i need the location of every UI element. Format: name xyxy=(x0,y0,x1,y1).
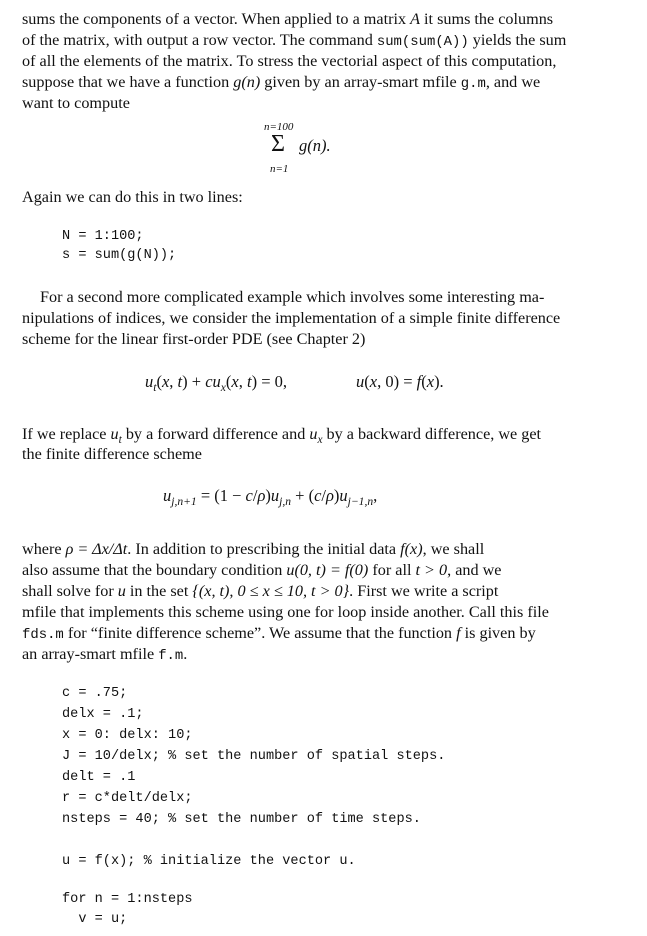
para4-line1: If we replace $u_t$ by a forward difference and $u_x$ by a backward difference, we get xyxy=(22,425,542,446)
sigma-symbol: Σ xyxy=(271,131,285,157)
code2-line9: for n = 1:nsteps xyxy=(62,892,193,907)
para3-line3: scheme for the linear first-order PDE (see Chapter 2) xyxy=(22,330,366,348)
para3-line1: For a second more complicated example which involves some interesting ma- xyxy=(40,288,545,306)
code2-line3: x = 0: delx: 10; xyxy=(62,728,193,743)
code2-line6: r = c*delt/delx; xyxy=(62,791,193,806)
code2-line4: J = 10/delx; % set the number of spatial steps. xyxy=(62,749,446,764)
para5-line6: an array-smart mfile f.m. xyxy=(22,645,188,664)
para1-line2: of the matrix, with output a row vector. The command sum(sum(A)) yields the sum xyxy=(22,31,567,50)
para1-line3: of all the elements of the matrix. To stress the vectorial aspect of this computation, xyxy=(22,52,557,70)
sum-upper-limit: n=100 xyxy=(264,121,294,133)
para5-line5: fds.m for “finite difference scheme”. We assume that the function f is given by xyxy=(22,624,536,643)
code2-line8: u = f(x); % initialize the vector u. xyxy=(62,854,356,869)
inline-code-fm: f.m xyxy=(158,648,184,664)
para1-line1: sums the components of a vector. When applied to a matrix A it sums the columns xyxy=(22,10,554,28)
para5-line1: where ρ = Δx/Δt. In addition to prescribing the initial data f(x), we shall xyxy=(22,540,485,558)
para4-line2: the finite difference scheme xyxy=(22,445,202,463)
para1-line4: suppose that we have a function g(n) given by an array-smart mfile g.m, and we xyxy=(22,73,541,92)
sum-lower-limit: n=1 xyxy=(270,163,289,175)
inline-code-fds: fds.m xyxy=(22,627,64,643)
para2-text: Again we can do this in two lines: xyxy=(22,188,243,206)
finite-difference-scheme: $u_{j,n+1} = (1 - c/\rho)u_{j,n} + (c/\rho)u_{j-1,n}$, xyxy=(163,486,378,509)
para3-line2: nipulations of indices, we consider the implementation of a simple finite difference xyxy=(22,309,561,327)
pde-equation: $u_t(x$, $t) + cu_x(x$, t) = 0, xyxy=(145,372,288,395)
inline-code-sum: sum(sum(A)) xyxy=(376,34,469,50)
code2-line1: c = .75; xyxy=(62,686,128,701)
initial-condition: u(x, 0) = f(x). xyxy=(356,372,444,391)
code2-line5: delt = .1 xyxy=(62,770,136,785)
code1-line2: s = sum(g(N)); xyxy=(62,248,177,263)
inline-code-gm: g.m xyxy=(460,76,486,92)
para1-line5: want to compute xyxy=(22,94,130,112)
para5-line3: shall solve for u in the set {(x, t), 0 ≤ x ≤ 10, t > 0}. First we write a script xyxy=(22,582,499,600)
para5-line4: mfile that implements this scheme using one for loop inside another. Call this file xyxy=(22,603,549,621)
code2-line7: nsteps = 40; % set the number of time steps. xyxy=(62,812,421,827)
para5-line2: also assume that the boundary condition u(0, t) = f(0) for all t > 0, and we xyxy=(22,561,502,579)
code2-line2: delx = .1; xyxy=(62,707,144,722)
sum-expression: g(n). xyxy=(299,136,331,155)
code1-line1: N = 1:100; xyxy=(62,229,144,244)
code2-line10: v = u; xyxy=(62,912,128,927)
